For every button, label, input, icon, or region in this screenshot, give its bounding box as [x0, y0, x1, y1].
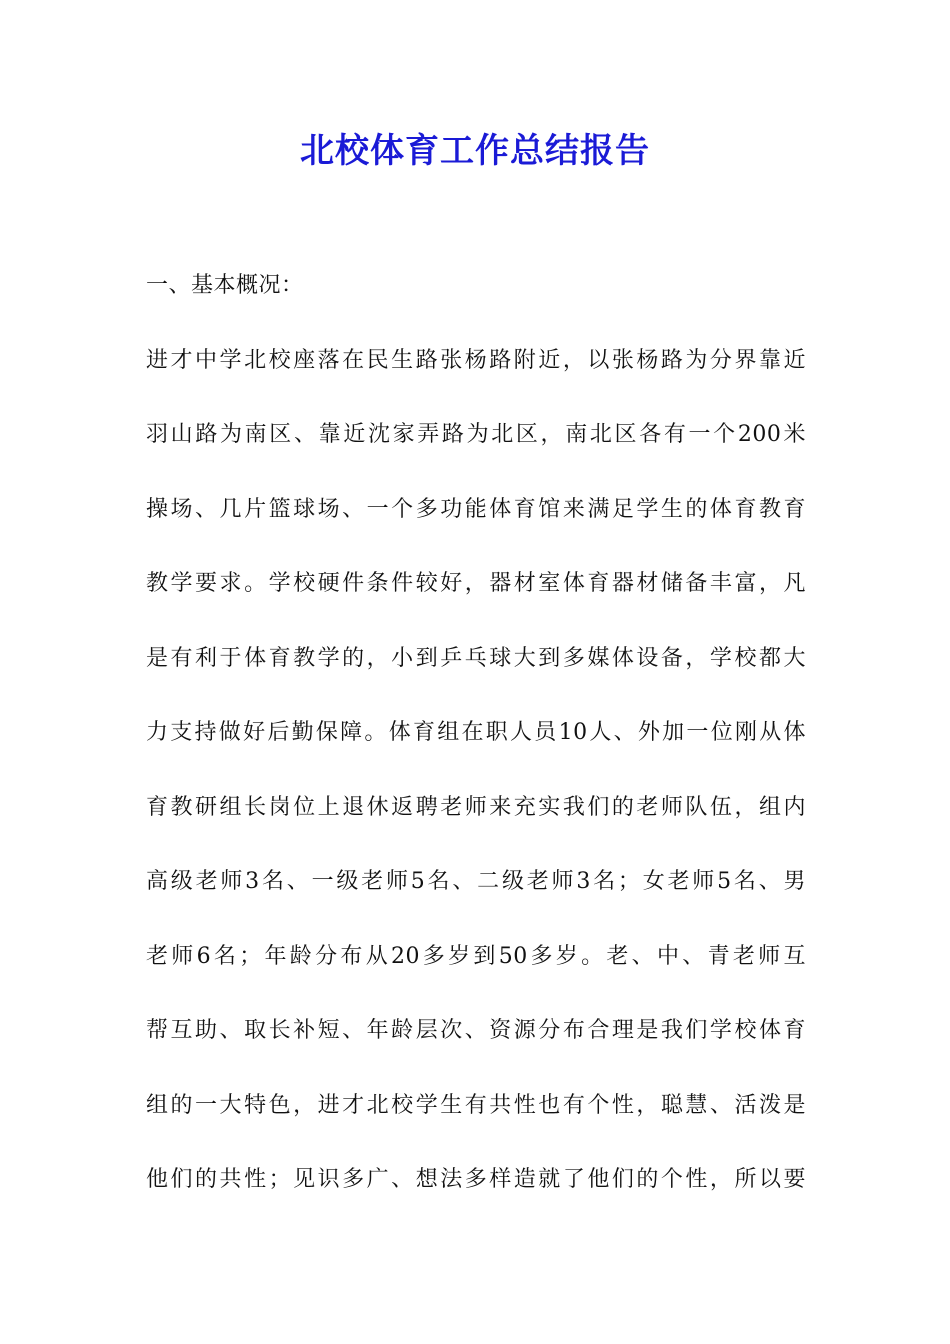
paragraph-line: 羽山路为南区、靠近沈家弄路为北区，南北区各有一个200米 [146, 422, 806, 447]
paragraph-line: 帮互助、取长补短、年龄层次、资源分布合理是我们学校体育 [146, 1018, 806, 1043]
section-heading: 一、基本概况： [146, 273, 304, 298]
paragraph-line: 他们的共性；见识多广、想法多样造就了他们的个性，所以要 [146, 1167, 806, 1192]
paragraph-line: 老师6名；年龄分布从20多岁到50多岁。老、中、青老师互 [146, 943, 806, 969]
paragraph-line: 教学要求。学校硬件条件较好，器材室体育器材储备丰富，凡 [146, 571, 806, 596]
paragraph-line: 进才中学北校座落在民生路张杨路附近，以张杨路为分界靠近 [146, 347, 806, 373]
paragraph-line: 操场、几片篮球场、一个多功能体育馆来满足学生的体育教育 [146, 496, 806, 522]
paragraph-line: 高级老师3名、一级老师5名、二级老师3名；女老师5名、男 [146, 869, 806, 894]
paragraph-line: 力支持做好后勤保障。体育组在职人员10人、外加一位刚从体 [146, 720, 806, 745]
document-title: 北校体育工作总结报告 [300, 131, 650, 171]
document-body [146, 266, 806, 1235]
paragraph-line: 是有利于体育教学的，小到乒乓球大到多媒体设备，学校都大 [146, 645, 806, 671]
paragraph-line: 育教研组长岗位上退休返聘老师来充实我们的老师队伍，组内 [146, 794, 806, 820]
paragraph-line: 组的一大特色，进才北校学生有共性也有个性，聪慧、活泼是 [146, 1092, 806, 1118]
